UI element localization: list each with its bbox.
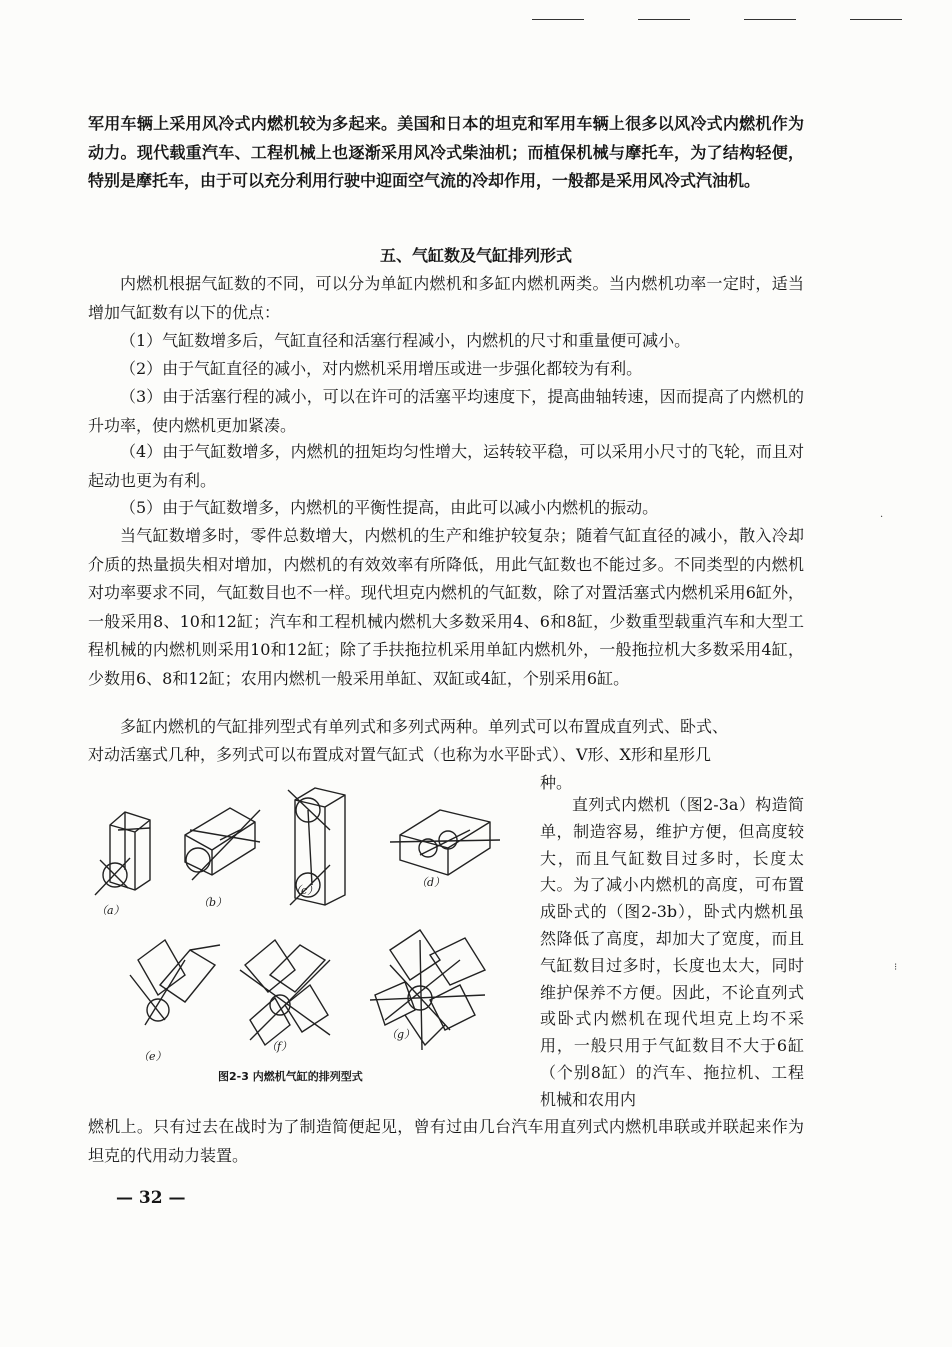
diagram-v-type [130,940,220,1025]
diagram-horizontal [185,808,260,880]
arrangement-line-1: 多缸内燃机的气缸排列型式有单列式和多列式两种。单列式可以布置成直列式、卧式、 [120,717,729,736]
figure-label-f: （f） [266,1040,293,1053]
figure-label-e: （e） [138,1050,167,1063]
advantage-item-3: （3）由于活塞行程的减小，可以在许可的活塞平均速度下，提高曲轴转速，因而提高了内燃机的升功率，使内燃机更加紧凑。 [88,387,804,435]
figure-label-d: （d） [416,876,446,889]
diagram-x-type [240,940,330,1045]
figure-caption: 图2-3 内燃机气缸的排列型式 [218,1070,363,1083]
margin-speck: ⁝ [894,962,898,973]
figure-label-g: （g） [386,1028,416,1041]
figure-label-a: （a） [96,904,125,917]
figure-label-b: （b） [198,896,228,909]
paragraph-air-cooled: 军用车辆上采用风冷式内燃机较为多起来。美国和日本的坦克和军用车辆上很多以风冷式内燃机作为动力。现代载重汽车、工程机械上也逐渐采用风冷式柴油机；而植保机械与摩托车，为了结构轻便，特别是摩托车，由于可以充分利用行驶中迎面空气流的冷却作用，一般都是采用风冷式汽油机。 [88,114,804,191]
paragraph-cylinder-count: 内燃机根据气缸数的不同，可以分为单缸内燃机和多缸内燃机两类。当内燃机功率一定时，适当增加气缸数有以下的优点： [88,274,804,322]
paragraph-drawbacks: 当气缸数增多时，零件总数增大，内燃机的生产和维护较复杂；随着气缸直径的减小，散入冷却介质的热量损失相对增加，内燃机的有效效率有所降低，用此气缸数也不能过多。不同类型的内燃机对功率要求不同，气缸数目也不一样。现代坦克内燃机的气缸数，除了对置活塞式内燃机采用6缸外，一般采用8、10和12缸；汽车和工程机械内燃机大多数采用4、6和8缸，少数重型载重汽车和大型工程机械的内燃机则采用10和12缸；除了手扶拖拉机采用单缸内燃机外，一般拖拉机大多数采用4缸，少数用6、8和12缸；农用内燃机一般采用单缸、双缸或4缸，个别采用6缸。 [88,526,804,688]
header-rule-2 [638,19,690,20]
paragraph-inline-tail: 燃机上。只有过去在战时为了制造简便起见，曾有过由几台汽车用直列式内燃机串联或并联起来作为坦克的代用动力装置。 [88,1117,804,1165]
margin-dot: · [880,512,884,523]
advantage-item-4: （4）由于气缸数增多，内燃机的扭矩均匀性增大，运转较平稳，可以采用小尺寸的飞轮，而且对起动也更为有利。 [88,442,804,490]
advantage-item-1: （1）气缸数增多后，气缸直径和活塞行程减小，内燃机的尺寸和重量便可减小。 [120,331,691,350]
arrangement-line-2: 对动活塞式几种，多列式可以布置成对置气缸式（也称为水平卧式）、V形、X形和星形几 [88,745,711,764]
section-heading: 五、气缸数及气缸排列形式 [379,246,572,265]
figure-label-c: （c） [290,884,319,897]
header-rule-1 [532,19,584,20]
advantage-item-2: （2）由于气缸直径的减小，对内燃机采用增压或进一步强化都较为有利。 [120,359,643,378]
advantage-item-5: （5）由于气缸数增多，内燃机的平衡性提高，由此可以减小内燃机的振动。 [120,498,659,517]
header-rule-4 [850,19,902,20]
page-number: — 32 — [116,1188,186,1208]
header-rule-3 [744,19,796,20]
paragraph-inline-column: 直列式内燃机（图2-3a）构造简单，制造容易，维护方便，但高度较大，而且气缸数目过多时，长度太大。为了减小内燃机的高度，可布置成卧式的（图2-3b），卧式内燃机虽然降低了高度，却加大了宽度，而且气缸数目过多时，长度也太大，同时维护保养不方便。因此，不论直列式或卧式内燃机在现代坦克上均不采用，一般只用于气缸数目不大于6缸（个别8缸）的汽车、拖拉机、工程机械和农用内 [540,795,804,1109]
figure-cylinder-arrangements [90,770,520,1080]
arrangement-line-3: 种。 [540,773,573,792]
diagram-opposed-cylinder [390,810,500,875]
figure-drawing [90,770,520,1080]
diagram-inline [95,812,150,895]
